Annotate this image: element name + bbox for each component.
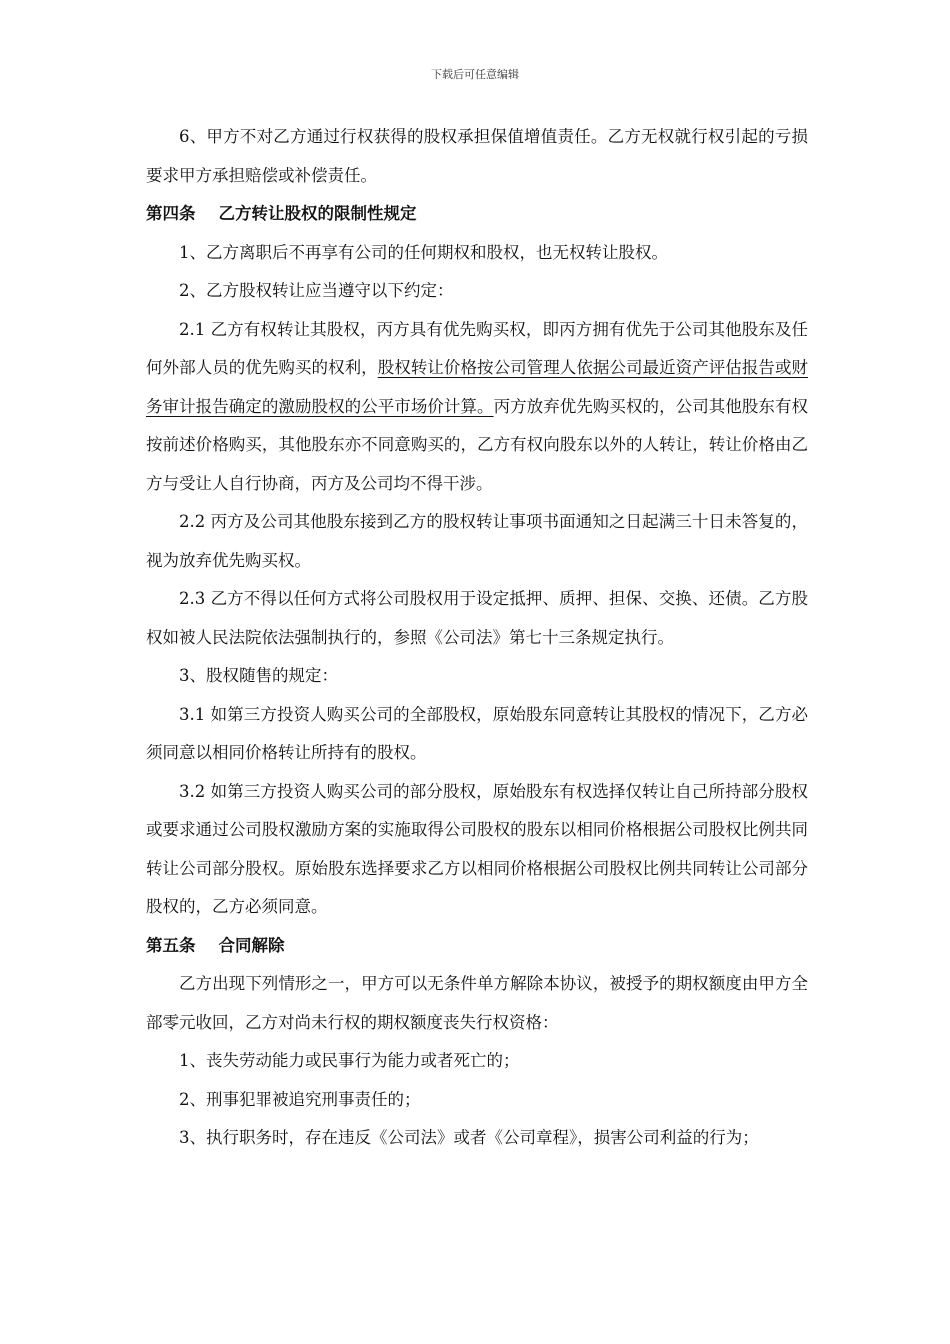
clause-2-1-end: 丙方放弃优先购买权的，公司其他股东有权按前述价格购买，其他股东亦不同意购买的，乙方有权向股东以外的人转让，转让价格由乙方与受让人自行协商，丙方及公司均不得干涉。 (146, 396, 809, 493)
paragraph-article5-item2: 2、刑事犯罪被追究刑事责任的； (179, 1089, 421, 1109)
paragraph-article4-item2: 2、乙方股权转让应当遵守以下约定： (179, 281, 454, 300)
page-header-note: 下载后可任意编辑 (431, 68, 519, 81)
paragraph-article3-item6: 6、甲方不对乙方通过行权获得的股权承担保值增值责任。乙方无权就行权引起的亏损要求甲方承担赔偿或补偿责任。 (146, 127, 808, 185)
paragraph-article4-item2-1 (146, 311, 808, 504)
document-body (146, 118, 808, 1158)
paragraph-article4-item1: 1、乙方离职后不再享有公司的任何期权和股权，也无权转让股权。 (179, 242, 668, 262)
paragraph-article5-intro: 乙方出现下列情形之一，甲方可以无条件单方解除本协议，被授予的期权额度由甲方全部零元收回，乙方对尚未行权的期权额度丧失行权资格： (146, 974, 808, 1032)
paragraph-article4-item2-3: 2.3 乙方不得以任何方式将公司股权用于设定抵押、质押、担保、交换、还债。乙方股权如被人民法院依法强制执行的，参照《公司法》第七十三条规定执行。 (146, 589, 808, 647)
paragraph-article4-item2-2: 2.2 丙方及公司其他股东接到乙方的股权转让事项书面通知之日起满三十日未答复的，视为放弃优先购买权。 (146, 512, 808, 570)
paragraph-article5-item3: 3、执行职务时，存在违反《公司法》或者《公司章程》，损害公司利益的行为； (179, 1128, 759, 1147)
article-5-heading: 第五条 合同解除 (146, 935, 285, 955)
clause-2-1-start: 2.1 乙方有权转让其股权，丙方具有优先购买权，即丙方拥有优先于公司其他股东及任何外部人员的优先购买的权利， (146, 319, 808, 377)
paragraph-article4-item3: 3、股权随售的规定： (179, 666, 338, 685)
paragraph-article5-item1: 1、丧失劳动能力或民事行为能力或者死亡的； (179, 1051, 520, 1070)
paragraph-article4-item3-1: 3.1 如第三方投资人购买公司的全部股权，原始股东同意转让其股权的情况下，乙方必须同意以相同价格转让所持有的股权。 (146, 704, 808, 762)
paragraph-article4-item3-2: 3.2 如第三方投资人购买公司的部分股权，原始股东有权选择仅转让自己所持部分股权或要求通过公司股权激励方案的实施取得公司股权的股东以相同价格根据公司股权比例共同转让公司部分股权。原始股东选择要求乙方以相同价格根据公司股权比例共同转让公司部分股权的，乙方必须同意。 (146, 781, 808, 916)
article-4-heading: 第四条 乙方转让股权的限制性规定 (146, 204, 417, 223)
clause-2-1-underlined-price-rule: 股权转让价格按公司管理人依据公司最近资产评估报告或财务审计报告确定的激励股权的公平市场价计算。 (146, 358, 809, 416)
